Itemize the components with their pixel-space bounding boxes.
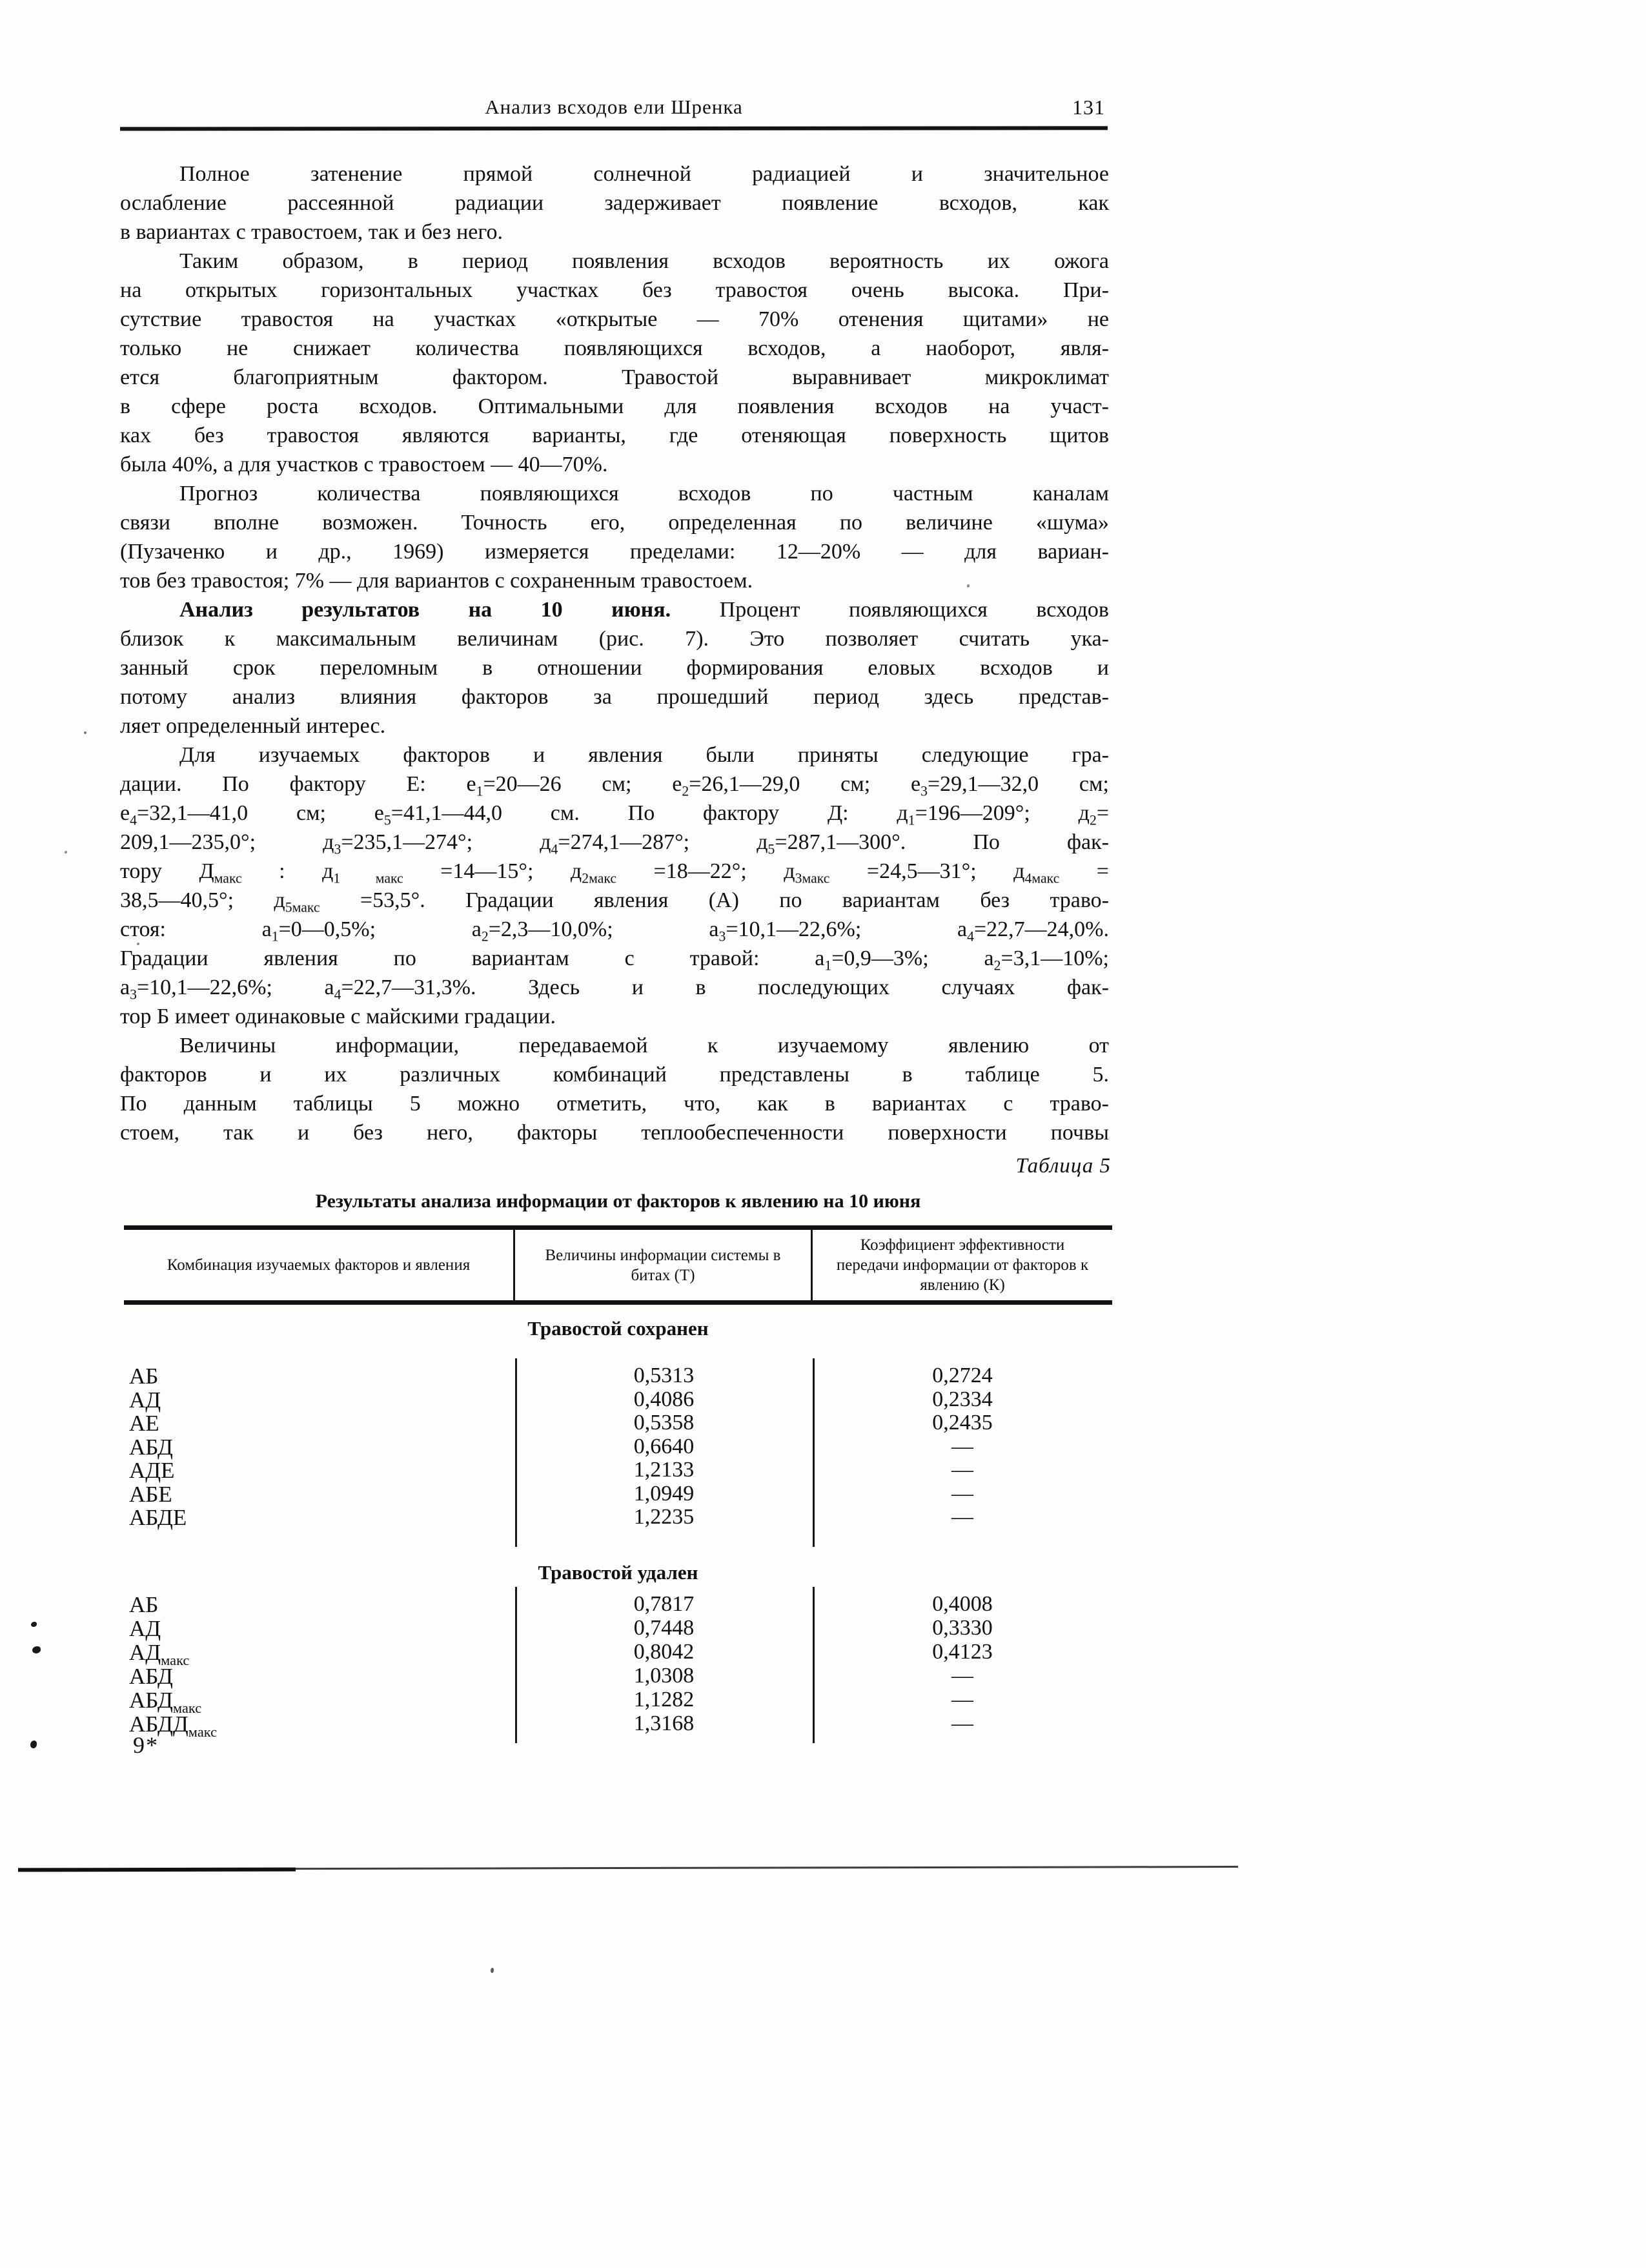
body-line: ослабление рассеянной радиации задерживает появление всходов, как xyxy=(120,191,1109,215)
row-information-value: 1,2235 xyxy=(633,1505,695,1529)
table-row xyxy=(124,1688,1112,1716)
scan-speck xyxy=(65,851,67,853)
body-line: в вариантах с травостоем, так и без него. xyxy=(120,220,503,244)
body-line: занный срок переломным в отношении формирования еловых всходов и xyxy=(120,656,1109,680)
row-coefficient-value: 0,2435 xyxy=(932,1411,993,1435)
row-combination: АБД xyxy=(129,1434,173,1460)
body-line: факторов и их различных комбинаций представлены в таблице 5. xyxy=(120,1063,1109,1087)
table-top-rule xyxy=(124,1225,1112,1230)
row-coefficient-value: 0,4008 xyxy=(932,1592,993,1616)
row-information-value: 1,2133 xyxy=(633,1458,695,1482)
table-label: Таблица 5 xyxy=(1015,1154,1111,1178)
row-information-value: 0,8042 xyxy=(633,1640,695,1664)
table-vertical-rule xyxy=(515,1587,517,1743)
row-information-value: 0,7817 xyxy=(633,1592,695,1616)
body-line: тору $Д_{макс}$ : $д_{1 макс}$ =14—15°; $д_{2макс}$ =18—22°; $д_{3макс}$ =24,5—31°; $д_{4макс}$ = xyxy=(120,859,1109,886)
row-combination: $АБД_{макс}$ xyxy=(129,1688,202,1716)
row-combination: АБДЕ xyxy=(129,1505,187,1530)
table-row xyxy=(124,1411,1112,1435)
table-column-header-coefficient: Коэффициент эффективности передачи информации от факторов к явлению (К) xyxy=(836,1236,1089,1294)
row-information-value: 0,6640 xyxy=(633,1434,695,1458)
body-line: стоем, так и без него, факторы теплообеспеченности поверхности почвы xyxy=(120,1121,1109,1145)
scan-speck xyxy=(491,1968,494,1973)
table-5 xyxy=(124,1153,1112,1753)
table-row xyxy=(124,1435,1112,1458)
body-line: ется благоприятным фактором. Травостой выравнивает микроклимат xyxy=(120,365,1109,389)
table-vertical-rule xyxy=(813,1587,815,1743)
table-row xyxy=(124,1616,1112,1640)
row-coefficient-value: — xyxy=(951,1434,973,1458)
table-column-header-combination: Комбинация изучаемых факторов и явления xyxy=(124,1230,515,1300)
row-information-value: 0,5313 xyxy=(633,1364,695,1387)
body-line: сутствие травостоя на участках «открытые — 70% отенения щитами» не xyxy=(120,307,1109,331)
row-coefficient-value: — xyxy=(951,1711,973,1735)
row-information-value: 0,7448 xyxy=(633,1616,695,1640)
row-information-value: 1,3168 xyxy=(633,1711,695,1735)
table-vertical-rule xyxy=(813,1358,815,1547)
row-coefficient-value: 0,2724 xyxy=(932,1364,993,1387)
row-information-value: 0,4086 xyxy=(633,1387,695,1411)
signature-mark: 9* xyxy=(133,1732,159,1758)
body-line: ляет определенный интерес. xyxy=(120,714,386,738)
row-combination: АД xyxy=(129,1616,161,1641)
row-coefficient-value: 0,2334 xyxy=(932,1387,993,1411)
table-row xyxy=(124,1387,1112,1411)
body-line: $е_4=32,1—41,0$ см; $е_5=41,1—44,0$ см. По фактору Д: $д_1=196—209^\circ$; $д_2=$ xyxy=(120,801,1109,828)
scan-speck xyxy=(31,1622,37,1627)
body-line: Полное затенение прямой солнечной радиацией и значительное xyxy=(179,162,1109,186)
table-section-title: Травостой сохранен xyxy=(527,1317,709,1340)
body-line: $а_3=10,1—22,6\%$; $а_4=22,7—31,3\%$. Здесь и в последующих случаях фак- xyxy=(120,976,1109,1003)
table-section-title: Травостой удален xyxy=(538,1561,698,1584)
running-header-title: Анализ всходов ели Шренка xyxy=(485,96,743,118)
table-section-rows xyxy=(124,1358,1112,1547)
body-line: тов без травостоя; 7% — для вариантов с сохраненным травостоем. xyxy=(120,569,753,593)
row-combination: АДЕ xyxy=(129,1458,175,1483)
body-line: Градации явления по вариантам с травой: $а_1=0,9—3\%$; $а_2=3,1—10\%$; xyxy=(120,946,1109,974)
table-caption: Результаты анализа информации от факторов к явлению на 10 июня xyxy=(315,1190,921,1212)
row-combination: АБЕ xyxy=(129,1481,172,1507)
table-row xyxy=(124,1711,1112,1740)
row-combination: $АБДД_{макс}$ xyxy=(129,1711,218,1740)
scan-speck xyxy=(30,1741,37,1748)
row-coefficient-value: — xyxy=(951,1481,973,1506)
body-line: тор Б имеет одинаковые с майскими градации. xyxy=(120,1005,556,1028)
table-vertical-rule xyxy=(515,1358,517,1547)
table-header-rule xyxy=(124,1300,1112,1305)
table-header-row xyxy=(124,1230,1112,1300)
body-line: 38,5—40,5°; $д_{5макс} =53,5^\circ$. Градации явления (А) по вариантам без траво- xyxy=(120,888,1109,915)
body-line: стоя: $а_1=0—0,5\%$; $а_2=2,3—10,0\%$; $а_3=10,1—22,6\%$; $а_4=22,7—24,0\%$. xyxy=(120,917,1109,945)
row-coefficient-value: 0,3330 xyxy=(932,1616,993,1640)
row-combination: $АД_{макс}$ xyxy=(129,1640,190,1668)
table-row xyxy=(124,1364,1112,1387)
scan-speck xyxy=(32,1646,41,1653)
body-line: на открытых горизонтальных участках без травостоя очень высока. При- xyxy=(120,278,1109,302)
scan-speck xyxy=(84,731,86,734)
row-combination: АД xyxy=(129,1387,161,1413)
body-line: По данным таблицы 5 можно отметить, что, как в вариантах с траво- xyxy=(120,1092,1109,1116)
body-line: ках без травостоя являются варианты, где отеняющая поверхность щитов xyxy=(120,424,1109,447)
body-line: в сфере роста всходов. Оптимальными для появления всходов на участ- xyxy=(120,394,1109,418)
table-row xyxy=(124,1664,1112,1688)
page-number: 131 xyxy=(1072,96,1105,119)
body-line: Анализ результатов на 10 июня. Процент появляющихся всходов xyxy=(179,598,1109,622)
row-information-value: 1,0949 xyxy=(633,1481,695,1506)
table-row xyxy=(124,1458,1112,1482)
body-line: Для изучаемых факторов и явления были приняты следующие гра- xyxy=(179,743,1109,767)
running-header xyxy=(120,96,1108,124)
body-line: была 40%, а для участков с травостоем — 40—70%. xyxy=(120,453,608,476)
body-line: (Пузаченко и др., 1969) измеряется пределами: 12—20% — для вариан- xyxy=(120,540,1109,564)
table-row xyxy=(124,1482,1112,1506)
row-combination: АБ xyxy=(129,1364,159,1389)
row-information-value: 1,1282 xyxy=(633,1688,695,1711)
row-coefficient-value: — xyxy=(951,1458,973,1482)
row-combination: АБД xyxy=(129,1664,173,1689)
body-line: Прогноз количества появляющихся всходов по частным каналам xyxy=(179,482,1109,506)
row-combination: АЕ xyxy=(129,1411,159,1436)
scan-artifact-line-thick xyxy=(18,1868,296,1872)
body-paragraphs xyxy=(120,159,1109,1147)
body-line: дации. По фактору Е: $е_1=20—26$ см; $е_2=26,1—29,0$ см; $е_3=29,1—32,0$ см; xyxy=(120,772,1109,799)
row-coefficient-value: — xyxy=(951,1688,973,1711)
header-rule xyxy=(120,126,1108,130)
body-line: только не снижает количества появляющихся всходов, а наоборот, явля- xyxy=(120,336,1109,360)
row-coefficient-value: — xyxy=(951,1664,973,1688)
table-column-header-information: Величины информации системы в битах (Т) xyxy=(515,1230,813,1300)
row-coefficient-value: 0,4123 xyxy=(932,1640,993,1664)
row-information-value: 0,5358 xyxy=(633,1411,695,1435)
body-line: близок к максимальным величинам (рис. 7). Это позволяет считать ука- xyxy=(120,627,1109,651)
body-line: связи вполне возможен. Точность его, определенная по величине «шума» xyxy=(120,511,1109,535)
row-combination: АБ xyxy=(129,1592,159,1617)
body-line: потому анализ влияния факторов за прошедший период здесь представ- xyxy=(120,685,1109,709)
body-line: 209,1—235,0°; $д_3=235,1—274^\circ$; $д_4=274,1—287^\circ$; $д_5=287,1—300^\circ$. По фак- xyxy=(120,830,1109,857)
table-row xyxy=(124,1640,1112,1668)
row-coefficient-value: — xyxy=(951,1505,973,1529)
body-line: Величины информации, передаваемой к изучаемому явлению от xyxy=(179,1034,1109,1057)
table-section-rows xyxy=(124,1587,1112,1743)
row-information-value: 1,0308 xyxy=(633,1664,695,1688)
body-line: Таким образом, в период появления всходов вероятность их ожога xyxy=(179,249,1109,273)
table-row xyxy=(124,1592,1112,1616)
table-row xyxy=(124,1505,1112,1529)
